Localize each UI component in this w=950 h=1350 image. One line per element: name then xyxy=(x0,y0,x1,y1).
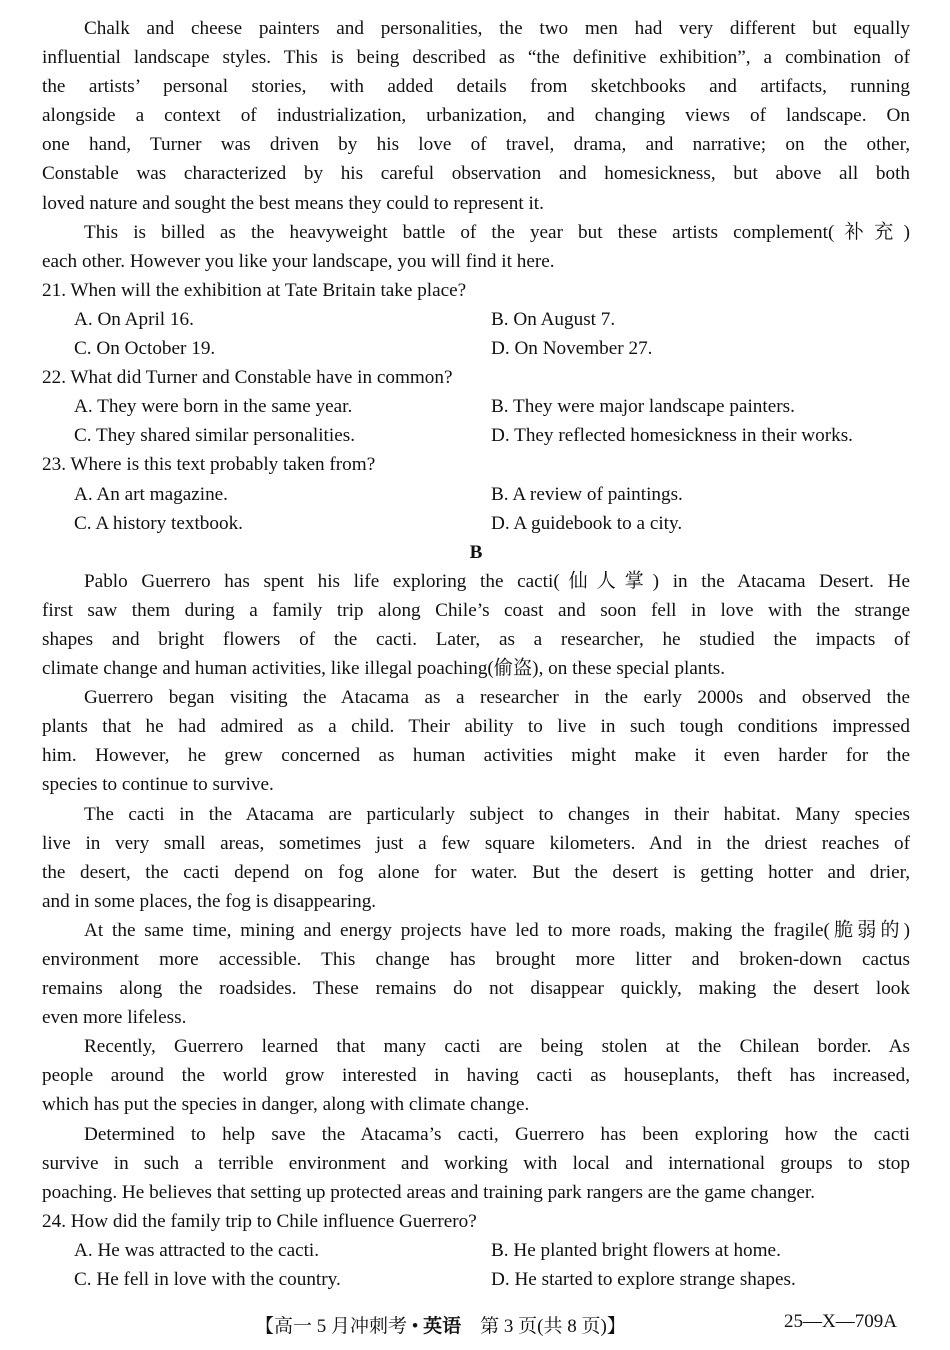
section-heading: B xyxy=(469,541,483,563)
paragraph-line: environment more accessible. This change has brought more litter and broken-down cactus xyxy=(42,949,910,970)
paragraph-line: shapes and bright flowers of the cacti. Later, as a researcher, he studied the impacts of xyxy=(42,628,910,650)
paragraph-line: climate change and human activities, like illegal poaching(偷盗), on these special plants. xyxy=(42,658,726,680)
answer-option: C. He fell in love with the country. xyxy=(74,1269,341,1291)
answer-option: C. They shared similar personalities. xyxy=(74,425,356,447)
footer-code: 25—X—709A xyxy=(784,1311,897,1332)
paragraph-line: the artists’ personal stories, with added details from sketchbooks and artifacts, running xyxy=(42,76,910,98)
footer-title xyxy=(255,1311,626,1338)
paragraph-line: first saw them during a family trip along Chile’s coast and soon fell in love with the strange xyxy=(42,599,910,621)
question-stem: 21. When will the exhibition at Tate Britain take place? xyxy=(42,279,467,301)
paragraph-line: Recently, Guerrero learned that many cacti are being stolen at the Chilean border. As xyxy=(84,1036,910,1058)
paragraph-line: him. However, he grew concerned as human activities might make it even harder for the xyxy=(42,745,910,767)
paragraph-line: poaching. He believes that setting up protected areas and training park rangers are the game changer. xyxy=(42,1181,816,1203)
paragraph-line: influential landscape styles. This is being described as “the definitive exhibition”, a combination of xyxy=(42,47,910,69)
options-row xyxy=(42,421,910,450)
options-row xyxy=(42,334,910,363)
paragraph-line: one hand, Turner was driven by his love of travel, drama, and narrative; on the other, xyxy=(42,134,910,156)
question-stem: 23. Where is this text probably taken from? xyxy=(42,454,376,476)
options-row xyxy=(42,480,910,509)
question-stem: 22. What did Turner and Constable have in common? xyxy=(42,367,453,389)
footer-subject: 英语 xyxy=(423,1316,462,1337)
paragraph-line: people around the world grow interested in having cacti as houseplants, theft has increased, xyxy=(42,1065,910,1087)
paragraph-line: each other. However you like your landscape, you will find it here. xyxy=(42,250,555,272)
options-row xyxy=(42,305,910,334)
paragraph-line: live in very small areas, sometimes just a few square kilometers. And in the driest reaches of xyxy=(42,832,910,854)
answer-option: C. A history textbook. xyxy=(74,512,243,534)
paragraph-line: Constable was characterized by his careful observation and homesickness, but above all both xyxy=(42,163,910,185)
paragraph-line: and in some places, the fog is disappearing. xyxy=(42,890,377,912)
paragraph-line: Chalk and cheese painters and personalities, the two men had very different but equally xyxy=(84,18,910,39)
options-row xyxy=(42,509,910,538)
answer-option: B. On August 7. xyxy=(491,308,616,330)
paragraph-line: This is billed as the heavyweight battle of the year but these artists complement(补充) xyxy=(84,221,910,243)
options-row xyxy=(42,1265,910,1294)
paragraph-line: the desert, the cacti depend on fog alone for water. But the desert is getting hotter and drier, xyxy=(42,861,910,883)
paragraph-line: remains along the roadsides. These remains do not disappear quickly, making the desert look xyxy=(42,978,910,1000)
question-stem: 24. How did the family trip to Chile influence Guerrero? xyxy=(42,1210,477,1232)
exam-page-content xyxy=(42,14,910,1294)
answer-option: D. A guidebook to a city. xyxy=(491,512,683,534)
answer-option: A. On April 16. xyxy=(74,308,194,330)
answer-option: B. They were major landscape painters. xyxy=(491,396,795,418)
answer-option: A. They were born in the same year. xyxy=(74,396,353,418)
paragraph-line: Pablo Guerrero has spent his life exploring the cacti(仙人掌) in the Atacama Desert. He xyxy=(84,570,910,592)
paragraph-line: Guerrero began visiting the Atacama as a researcher in the early 2000s and observed the xyxy=(84,687,910,709)
paragraph-line: even more lifeless. xyxy=(42,1007,187,1029)
paragraph-line: The cacti in the Atacama are particularly subject to changes in their habitat. Many species xyxy=(84,803,910,825)
paragraph-line: species to continue to survive. xyxy=(42,774,274,796)
footer-page-number: 第 3 页(共 8 页)】 xyxy=(461,1316,626,1337)
paragraph-line: At the same time, mining and energy projects have led to more roads, making the fragile(脆弱的) xyxy=(84,919,910,941)
paragraph-line: which has put the species in danger, along with climate change. xyxy=(42,1094,530,1116)
options-row xyxy=(42,1236,910,1265)
paragraph-line: Determined to help save the Atacama’s cacti, Guerrero has been exploring how the cacti xyxy=(84,1123,910,1145)
answer-option: B. A review of paintings. xyxy=(491,483,683,505)
answer-option: D. They reflected homesickness in their works. xyxy=(491,425,853,447)
answer-option: C. On October 19. xyxy=(74,338,216,360)
answer-option: A. He was attracted to the cacti. xyxy=(74,1239,320,1261)
options-row xyxy=(42,392,910,421)
paragraph-line: alongside a context of industrialization, urbanization, and changing views of landscape. On xyxy=(42,105,910,127)
page-footer xyxy=(0,1311,950,1341)
answer-option: D. On November 27. xyxy=(491,338,653,360)
paragraph-line: loved nature and sought the best means they could to represent it. xyxy=(42,192,544,214)
paragraph-line: plants that he had admired as a child. Their ability to live in such tough conditions impressed xyxy=(42,716,910,738)
answer-option: D. He started to explore strange shapes. xyxy=(491,1269,796,1291)
answer-option: B. He planted bright flowers at home. xyxy=(491,1239,781,1261)
answer-option: A. An art magazine. xyxy=(74,483,228,505)
footer-exam-name: 【高一 5 月冲刺考 • xyxy=(255,1316,424,1337)
paragraph-line: survive in such a terrible environment and working with local and international groups to stop xyxy=(42,1152,910,1174)
